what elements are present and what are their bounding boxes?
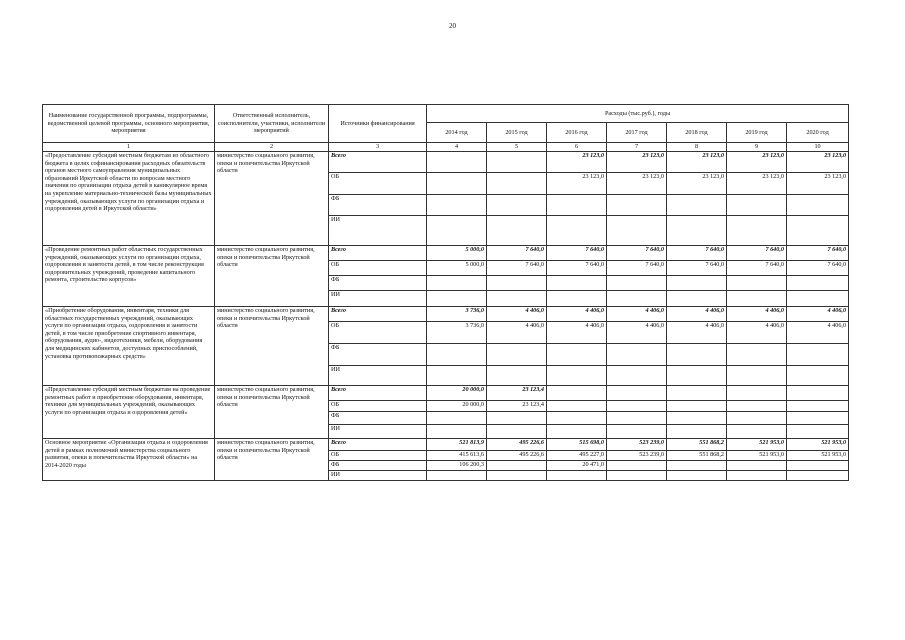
amount-cell: 4 406,0 xyxy=(787,307,849,322)
program-item-name: Основное мероприятие «Организация отдыха и оздоровления детей в рамках полномочий министерства социального развития, опеки и попечительства Иркутской области» на 2014-2020 годы xyxy=(43,439,215,481)
amount-cell xyxy=(607,425,667,439)
amount-cell xyxy=(547,425,607,439)
funding-source-cell: ИИ xyxy=(329,366,427,386)
page-number: 20 xyxy=(449,22,456,30)
amount-cell: 7 640,0 xyxy=(787,246,849,261)
amount-cell: 23 123,0 xyxy=(667,173,727,195)
amount-cell xyxy=(547,401,607,412)
amount-cell xyxy=(487,425,547,439)
amount-cell xyxy=(727,366,787,386)
amount-cell: 7 640,0 xyxy=(607,246,667,261)
amount-cell xyxy=(727,471,787,481)
column-number: 6 xyxy=(547,143,607,152)
amount-cell: 7 640,0 xyxy=(727,261,787,276)
funding-source-cell: ФБ xyxy=(329,412,427,425)
amount-cell xyxy=(547,276,607,291)
amount-cell xyxy=(727,216,787,246)
amount-cell: 415 613,6 xyxy=(427,451,487,461)
amount-cell xyxy=(667,471,727,481)
funding-source-cell: ФБ xyxy=(329,461,427,471)
amount-cell: 7 640,0 xyxy=(487,261,547,276)
funding-source-cell: ОБ xyxy=(329,322,427,344)
amount-cell: 23 123,0 xyxy=(787,152,849,173)
header-year: 2017 год xyxy=(607,123,667,143)
funding-source-cell: ФБ xyxy=(329,344,427,366)
amount-cell xyxy=(547,344,607,366)
amount-cell xyxy=(427,425,487,439)
amount-cell: 521 953,0 xyxy=(727,451,787,461)
table-row xyxy=(43,307,849,322)
amount-cell xyxy=(487,461,547,471)
header-executor: Ответственный исполнитель, соисполнители, участники, исполнители мероприятий xyxy=(215,105,329,143)
amount-cell: 523 239,0 xyxy=(607,451,667,461)
amount-cell xyxy=(607,412,667,425)
amount-cell: 4 406,0 xyxy=(547,307,607,322)
amount-cell xyxy=(667,195,727,216)
column-number: 8 xyxy=(667,143,727,152)
amount-cell xyxy=(487,173,547,195)
amount-cell: 495 226,6 xyxy=(487,439,547,451)
amount-cell xyxy=(787,291,849,307)
table-row xyxy=(43,246,849,261)
amount-cell: 521 953,0 xyxy=(727,439,787,451)
funding-source-cell: Всего xyxy=(329,386,427,401)
amount-cell: 7 640,0 xyxy=(727,246,787,261)
column-number: 9 xyxy=(727,143,787,152)
amount-cell xyxy=(427,216,487,246)
amount-cell xyxy=(787,401,849,412)
amount-cell xyxy=(607,471,667,481)
amount-cell xyxy=(667,412,727,425)
program-item-name: «Предоставление субсидий местным бюджетам из областного бюджета в целях софинансирования расходных обязательств органов местного самоуправления муниципальных образований Иркутской области по вопросам местного значения по организации отдыха детей в каникулярное время на укрепление материально-технической базы муниципальных учреждений, оказывающих услуги по организации отдыха и оздоровления детей в Иркутской области» xyxy=(43,152,215,246)
amount-cell xyxy=(787,344,849,366)
amount-cell: 551 868,2 xyxy=(667,451,727,461)
amount-cell xyxy=(547,216,607,246)
column-number: 7 xyxy=(607,143,667,152)
program-item-executor: министерство социального развития, опеки и попечительства Иркутской области xyxy=(215,439,329,481)
amount-cell xyxy=(487,152,547,173)
amount-cell xyxy=(787,425,849,439)
amount-cell xyxy=(667,216,727,246)
amount-cell xyxy=(427,173,487,195)
amount-cell xyxy=(427,471,487,481)
amount-cell: 7 640,0 xyxy=(487,246,547,261)
funding-source-cell: ОБ xyxy=(329,261,427,276)
amount-cell xyxy=(547,291,607,307)
amount-cell xyxy=(607,401,667,412)
amount-cell: 4 406,0 xyxy=(607,307,667,322)
amount-cell xyxy=(427,195,487,216)
column-number: 1 xyxy=(43,143,215,152)
amount-cell xyxy=(487,291,547,307)
amount-cell: 23 123,0 xyxy=(667,152,727,173)
amount-cell xyxy=(607,344,667,366)
amount-cell: 7 640,0 xyxy=(607,261,667,276)
funding-source-cell: Всего xyxy=(329,307,427,322)
column-number: 4 xyxy=(427,143,487,152)
amount-cell xyxy=(607,276,667,291)
funding-source-cell: ИИ xyxy=(329,471,427,481)
amount-cell: 4 406,0 xyxy=(727,322,787,344)
amount-cell xyxy=(727,195,787,216)
column-number: 3 xyxy=(329,143,427,152)
amount-cell xyxy=(607,386,667,401)
amount-cell xyxy=(547,412,607,425)
amount-cell: 4 406,0 xyxy=(487,307,547,322)
amount-cell xyxy=(727,461,787,471)
amount-cell: 4 406,0 xyxy=(787,322,849,344)
funding-source-cell: ОБ xyxy=(329,451,427,461)
header-funding-source: Источники финансирования xyxy=(329,105,427,143)
amount-cell xyxy=(787,461,849,471)
funding-source-cell: ОБ xyxy=(329,173,427,195)
amount-cell: 20 000,0 xyxy=(427,386,487,401)
amount-cell: 23 123,0 xyxy=(727,173,787,195)
column-number: 2 xyxy=(215,143,329,152)
funding-source-cell: ОБ xyxy=(329,401,427,412)
column-number: 5 xyxy=(487,143,547,152)
table-row xyxy=(43,152,849,173)
amount-cell: 521 813,9 xyxy=(427,439,487,451)
amount-cell: 23 123,0 xyxy=(787,173,849,195)
amount-cell xyxy=(787,412,849,425)
amount-cell: 7 640,0 xyxy=(787,261,849,276)
amount-cell xyxy=(727,401,787,412)
amount-cell xyxy=(727,276,787,291)
funding-source-cell: ИИ xyxy=(329,425,427,439)
amount-cell xyxy=(667,386,727,401)
amount-cell xyxy=(727,425,787,439)
amount-cell: 515 698,0 xyxy=(547,439,607,451)
amount-cell: 7 640,0 xyxy=(547,246,607,261)
amount-cell xyxy=(427,152,487,173)
amount-cell: 5 000,0 xyxy=(427,261,487,276)
amount-cell: 3 736,0 xyxy=(427,307,487,322)
funding-source-cell: Всего xyxy=(329,152,427,173)
amount-cell xyxy=(607,461,667,471)
program-item-executor: министерство социального развития, опеки и попечительства Иркутской области xyxy=(215,152,329,246)
amount-cell xyxy=(667,401,727,412)
header-year: 2020 год xyxy=(787,123,849,143)
amount-cell: 4 406,0 xyxy=(547,322,607,344)
header-program-name: Наименование государственной программы, подпрограммы, ведомственной целевой программы, основного мероприятия, мероприятия xyxy=(43,105,215,143)
amount-cell: 495 227,0 xyxy=(547,451,607,461)
amount-cell: 3 736,0 xyxy=(427,322,487,344)
program-item-name: «Приобретение оборудования, инвентаря, техники для областных государственных учреждений, оказывающих услуги по организации отдыха, оздоровления и занятости детей, в том числе приобретение спортивного инвентаря, оборудования, аудио-, видеотехники, мебели, оборудования для медицинских кабинетов, доступных приспособлений, установка противопожарных средств» xyxy=(43,307,215,386)
header-year: 2019 год xyxy=(727,123,787,143)
amount-cell: 4 406,0 xyxy=(487,322,547,344)
program-item-name: «Предоставление субсидий местным бюджетам на проведение ремонтных работ и приобретение оборудования, инвентаря, техники для муниципальных учреждений, оказывающих услуги по организации отдыха и оздоровления детей» xyxy=(43,386,215,439)
header-year: 2014 год xyxy=(427,123,487,143)
amount-cell xyxy=(727,344,787,366)
amount-cell: 20 000,0 xyxy=(427,401,487,412)
amount-cell xyxy=(487,471,547,481)
amount-cell: 551 868,2 xyxy=(667,439,727,451)
amount-cell xyxy=(667,276,727,291)
amount-cell xyxy=(427,366,487,386)
financing-table xyxy=(42,104,849,481)
amount-cell: 5 000,0 xyxy=(427,246,487,261)
amount-cell xyxy=(487,366,547,386)
header-year: 2015 год xyxy=(487,123,547,143)
amount-cell: 23 123,0 xyxy=(547,173,607,195)
amount-cell xyxy=(787,471,849,481)
amount-cell xyxy=(427,276,487,291)
amount-cell xyxy=(487,216,547,246)
header-expenses: Расходы (тыс.руб.), годы xyxy=(427,105,849,123)
amount-cell: 4 406,0 xyxy=(607,322,667,344)
amount-cell: 23 123,4 xyxy=(487,386,547,401)
amount-cell xyxy=(427,291,487,307)
table-row xyxy=(43,439,849,451)
amount-cell: 23 123,0 xyxy=(547,152,607,173)
program-item-executor: министерство социального развития, опеки и попечительства Иркутской области xyxy=(215,307,329,386)
amount-cell: 23 123,0 xyxy=(607,173,667,195)
amount-cell: 23 123,4 xyxy=(487,401,547,412)
funding-source-cell: Всего xyxy=(329,246,427,261)
amount-cell xyxy=(787,386,849,401)
amount-cell: 20 471,0 xyxy=(547,461,607,471)
amount-cell: 523 239,0 xyxy=(607,439,667,451)
amount-cell: 495 226,6 xyxy=(487,451,547,461)
amount-cell xyxy=(487,344,547,366)
amount-cell xyxy=(787,216,849,246)
amount-cell xyxy=(487,276,547,291)
amount-cell xyxy=(487,195,547,216)
amount-cell: 23 123,0 xyxy=(607,152,667,173)
amount-cell xyxy=(787,366,849,386)
amount-cell xyxy=(727,291,787,307)
table-row xyxy=(43,386,849,401)
amount-cell xyxy=(547,195,607,216)
amount-cell: 521 953,0 xyxy=(787,439,849,451)
amount-cell xyxy=(667,461,727,471)
column-number: 10 xyxy=(787,143,849,152)
program-item-name: «Проведение ремонтных работ областных государственных учреждений, оказывающих услуги по организации отдыха, оздоровления и занятости детей, в том числе реконструкция оздоровительных учреждений, проведение капитального ремонта, строительство корпусов» xyxy=(43,246,215,307)
funding-source-cell: Всего xyxy=(329,439,427,451)
amount-cell xyxy=(727,386,787,401)
amount-cell xyxy=(487,412,547,425)
amount-cell xyxy=(607,216,667,246)
amount-cell xyxy=(727,412,787,425)
amount-cell xyxy=(547,386,607,401)
amount-cell xyxy=(607,195,667,216)
amount-cell: 7 640,0 xyxy=(547,261,607,276)
amount-cell: 4 406,0 xyxy=(727,307,787,322)
amount-cell xyxy=(667,425,727,439)
amount-cell: 23 123,0 xyxy=(727,152,787,173)
amount-cell xyxy=(547,366,607,386)
amount-cell: 4 406,0 xyxy=(667,322,727,344)
funding-source-cell: ИИ xyxy=(329,291,427,307)
header-year: 2016 год xyxy=(547,123,607,143)
funding-source-cell: ФБ xyxy=(329,195,427,216)
amount-cell: 7 640,0 xyxy=(667,261,727,276)
amount-cell: 106 200,3 xyxy=(427,461,487,471)
funding-source-cell: ФБ xyxy=(329,276,427,291)
amount-cell xyxy=(427,344,487,366)
funding-source-cell: ИИ xyxy=(329,216,427,246)
amount-cell: 7 640,0 xyxy=(667,246,727,261)
program-item-executor: министерство социального развития, опеки и попечительства Иркутской области xyxy=(215,386,329,439)
amount-cell xyxy=(547,471,607,481)
amount-cell xyxy=(787,195,849,216)
amount-cell xyxy=(787,276,849,291)
amount-cell: 521 953,0 xyxy=(787,451,849,461)
header-year: 2018 год xyxy=(667,123,727,143)
program-item-executor: министерство социального развития, опеки и попечительства Иркутской области xyxy=(215,246,329,307)
amount-cell xyxy=(607,291,667,307)
amount-cell xyxy=(667,291,727,307)
amount-cell xyxy=(667,344,727,366)
amount-cell: 4 406,0 xyxy=(667,307,727,322)
amount-cell xyxy=(667,366,727,386)
amount-cell xyxy=(427,412,487,425)
amount-cell xyxy=(607,366,667,386)
